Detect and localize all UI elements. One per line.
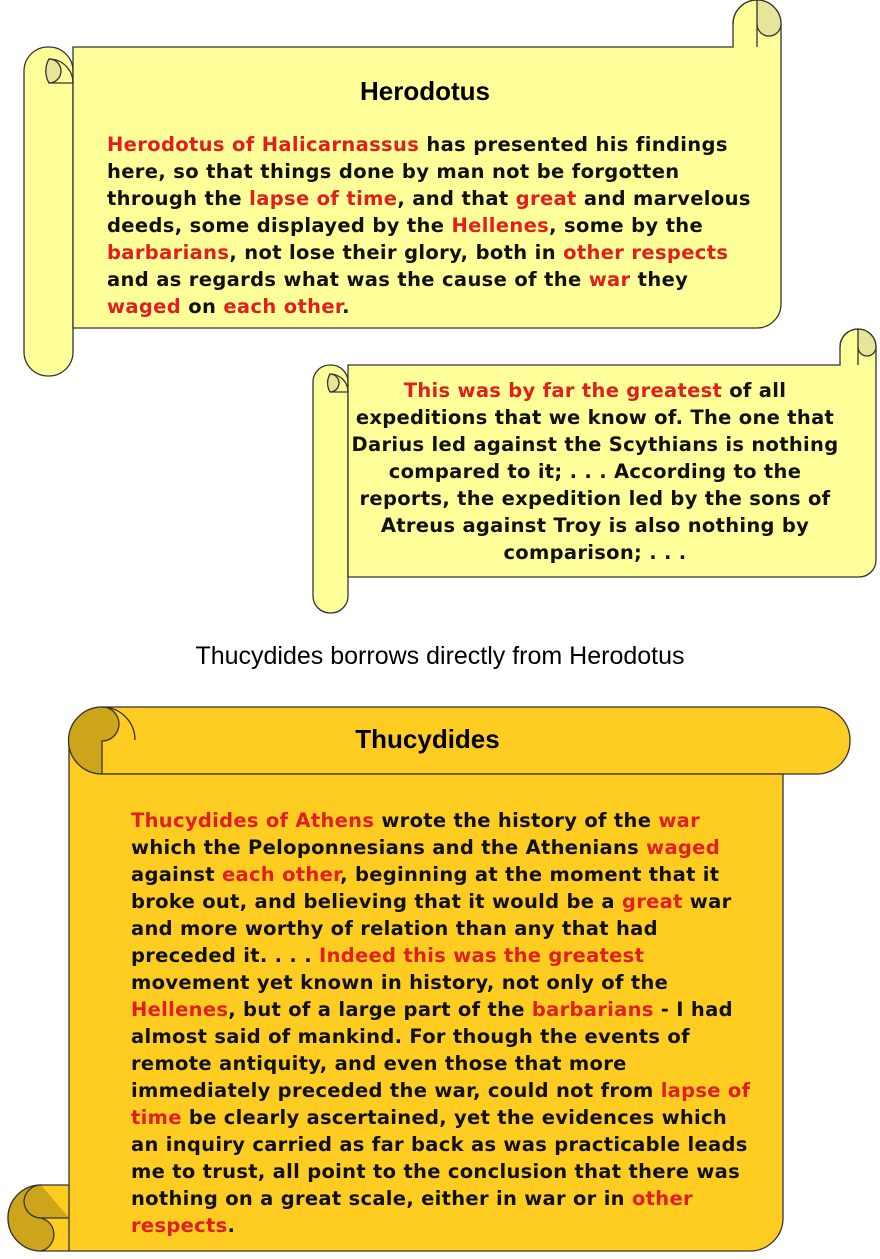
quote-text: .: [227, 1214, 236, 1237]
quote-text: , some by the: [549, 214, 704, 237]
quote-text: , not lose their glory, both in: [229, 241, 564, 264]
highlighted-phrase: each other: [223, 295, 343, 318]
highlighted-phrase: great: [515, 187, 577, 210]
highlighted-phrase: Hellenes: [131, 998, 229, 1021]
highlighted-phrase: war: [658, 809, 701, 832]
highlighted-phrase: waged: [646, 836, 720, 859]
highlighted-phrase: Thucydides of Athens: [131, 809, 375, 832]
highlighted-phrase: lapse of time: [131, 1079, 751, 1129]
quote-text: has presented his findings here, so that things done by man not be forgotten through the: [107, 133, 728, 210]
quote-text: which the Peloponnesians and the Athenians: [131, 836, 647, 859]
highlighted-phrase: Hellenes: [451, 214, 550, 237]
quote-text: be clearly ascertained, yet the evidences which an inquiry carried as far back as was practicable leads me to trust, all point to the conclusion that there was nothing on a great scale, either in war or in: [131, 1106, 748, 1210]
highlighted-phrase: barbarians: [531, 998, 654, 1021]
quote-text: on: [181, 295, 224, 318]
quote-text: they: [630, 268, 689, 291]
quote-text: of all expeditions that we know of. The one that Darius led against the Scythians is nothing compared to it; . . . According to the reports, the expedition led by the sons of Atreus against Troy is also nothing by comparison; . . .: [351, 379, 839, 564]
herodotus-quote: [107, 131, 767, 320]
thucydides-quote: [131, 807, 761, 1239]
quote-text: and as regards what was the cause of the: [107, 268, 589, 291]
highlighted-phrase: This was by far the greatest: [403, 379, 723, 402]
highlighted-phrase: other respects: [131, 1187, 693, 1237]
quote-text: wrote the history of the: [374, 809, 659, 832]
quote-text: , and that: [397, 187, 516, 210]
quote-text: - I had almost said of mankind. For though the events of remote antiquity, and even those that more immediately preceded the war, could not from: [131, 998, 733, 1102]
highlighted-phrase: great: [621, 890, 683, 913]
thucydides-title: Thucydides: [355, 724, 500, 754]
quote-text: movement yet known in history, not only of the: [131, 971, 669, 994]
quote-text: .: [342, 295, 350, 318]
highlighted-phrase: waged: [107, 295, 182, 318]
highlighted-phrase: other respects: [563, 241, 729, 264]
highlighted-phrase: each other: [221, 863, 341, 886]
quote-text: , but of a large part of the: [228, 998, 532, 1021]
highlighted-phrase: lapse of time: [249, 187, 398, 210]
expedition-quote: [350, 377, 840, 566]
quote-text: and marvelous deeds, some displayed by the: [107, 187, 751, 237]
highlighted-phrase: Indeed this was the greatest: [319, 944, 645, 967]
caption: Thucydides borrows directly from Herodotus: [195, 642, 685, 670]
highlighted-phrase: Herodotus of Halicarnassus: [107, 133, 420, 156]
quote-text: , beginning at the moment that it broke out, and believing that it would be a: [131, 863, 720, 913]
quote-text: against: [131, 863, 222, 886]
quote-text: war and more worthy of relation than any that had preceded it. . . .: [131, 890, 732, 967]
highlighted-phrase: barbarians: [107, 241, 230, 264]
highlighted-phrase: war: [588, 268, 631, 291]
herodotus-title: Herodotus: [360, 76, 490, 106]
